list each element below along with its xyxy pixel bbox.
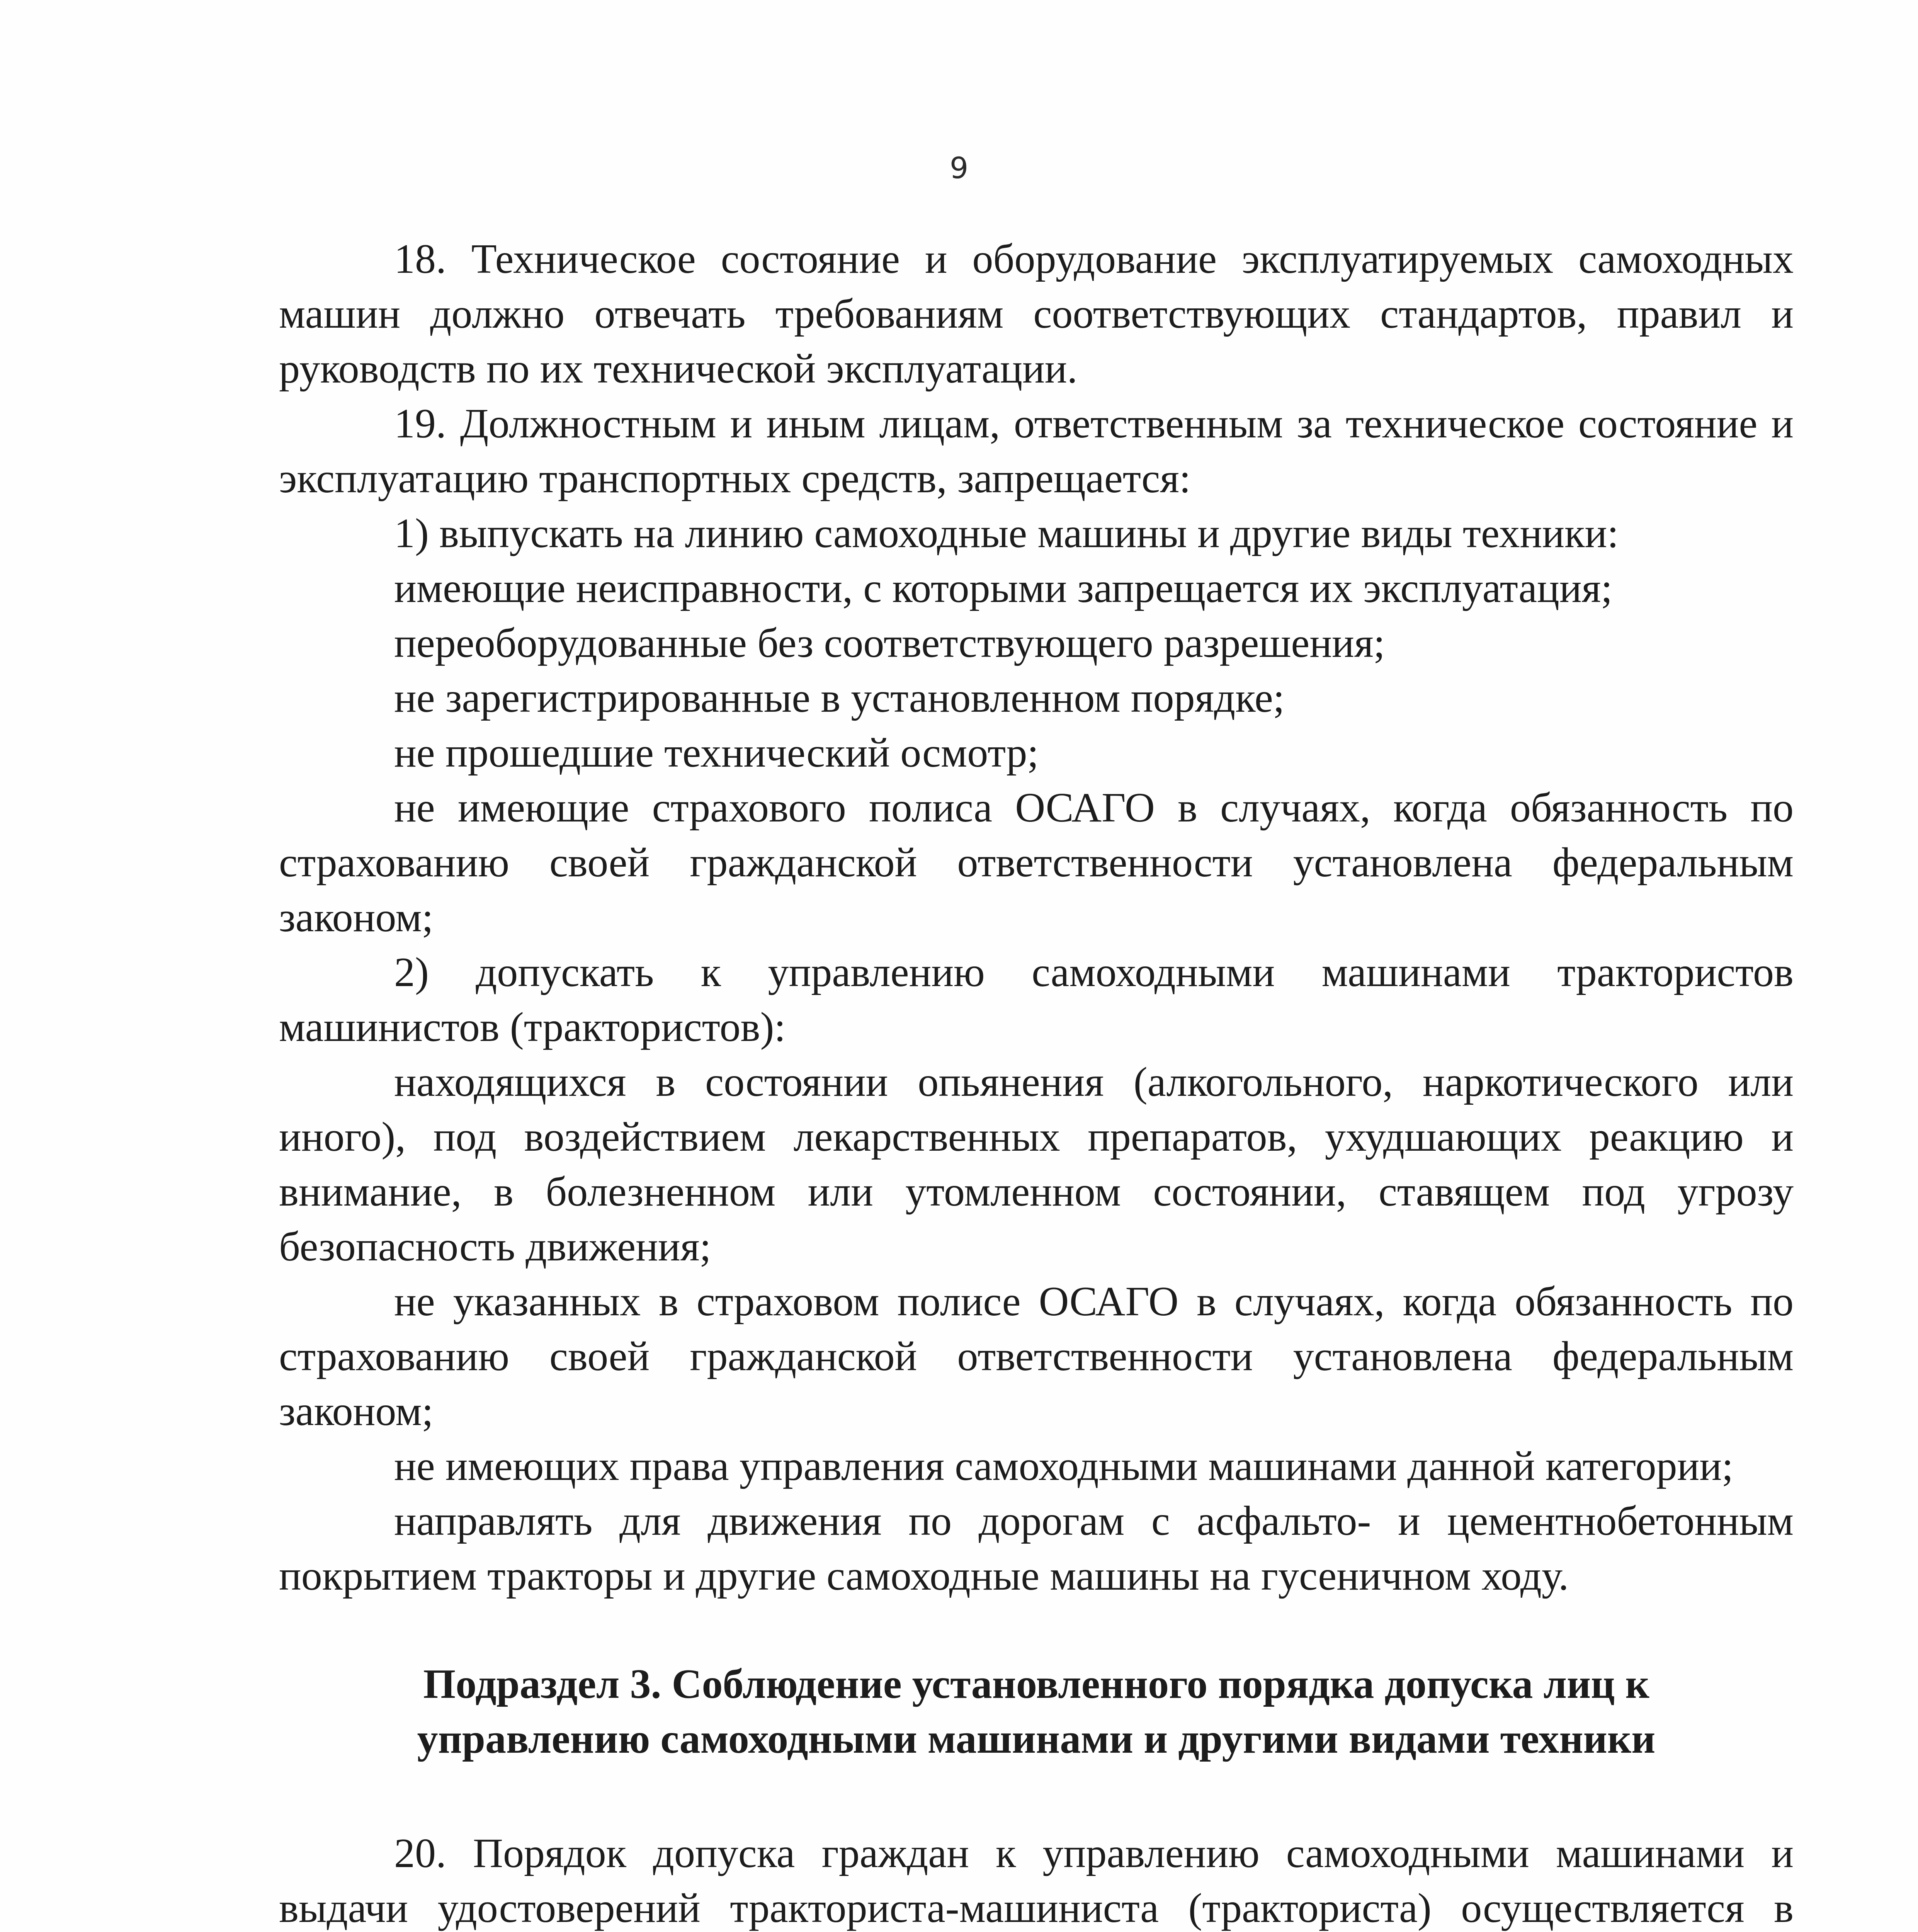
paragraph-18: 18. Техническое состояние и оборудование эксплуатируемых самоходных машин должно отвечать требованиям соответствующих стандартов, правил и руководств по их технической эксплуатации.: [279, 236, 1794, 392]
paragraph-19: 19. Должностным и иным лицам, ответственным за техническое состояние и эксплуатацию транспортных средств, запрещается:: [279, 401, 1794, 502]
list-subitem: не имеющие страхового полиса ОСАГО в случаях, когда обязанность по страхованию своей гражданской ответственности установлена федеральным законом;: [279, 785, 1794, 940]
list-item-2: 2) допускать к управлению самоходными машинами трактористов машинистов (трактористов):: [279, 949, 1794, 1050]
list-subitem: не зарегистрированные в установленном порядке;: [394, 675, 1285, 721]
list-subitem: не прошедшие технический осмотр;: [394, 730, 1039, 776]
list-subitem: имеющие неисправности, с которыми запрещается их эксплуатация;: [394, 565, 1613, 611]
section-heading: [279, 1657, 1794, 1767]
page-number: 9: [949, 151, 969, 185]
list-subitem: не указанных в страховом полисе ОСАГО в случаях, когда обязанность по страхованию своей гражданской ответственности установлена федеральным законом;: [279, 1279, 1794, 1434]
paragraph-20: 20. Порядок допуска граждан к управлению самоходными машинами и выдачи удостоверений тракториста-машиниста (тракториста) осуществляется в: [279, 1830, 1794, 1931]
list-subitem: направлять для движения по дорогам с асфальто- и цементнобетонным покрытием тракторы и другие самоходные машины на гусеничном ходу.: [279, 1498, 1794, 1599]
section-heading-line1: Подраздел 3. Соблюдение установленного порядка допуска лиц к: [423, 1661, 1649, 1707]
list-subitem: не имеющих права управления самоходными машинами данной категории;: [394, 1443, 1734, 1489]
document-body: [279, 232, 1794, 1932]
list-subitem: переоборудованные без соответствующего разрешения;: [394, 620, 1385, 666]
list-item-1: 1) выпускать на линию самоходные машины и другие виды техники:: [394, 510, 1619, 556]
section-heading-line2: управлению самоходными машинами и другими видами техники: [417, 1716, 1656, 1762]
list-subitem: находящихся в состоянии опьянения (алкогольного, наркотического или иного), под воздействием лекарственных препаратов, ухудшающих реакцию и внимание, в болезненном или утомленном состоянии, ставящем под угрозу безопасность движения;: [279, 1059, 1794, 1270]
